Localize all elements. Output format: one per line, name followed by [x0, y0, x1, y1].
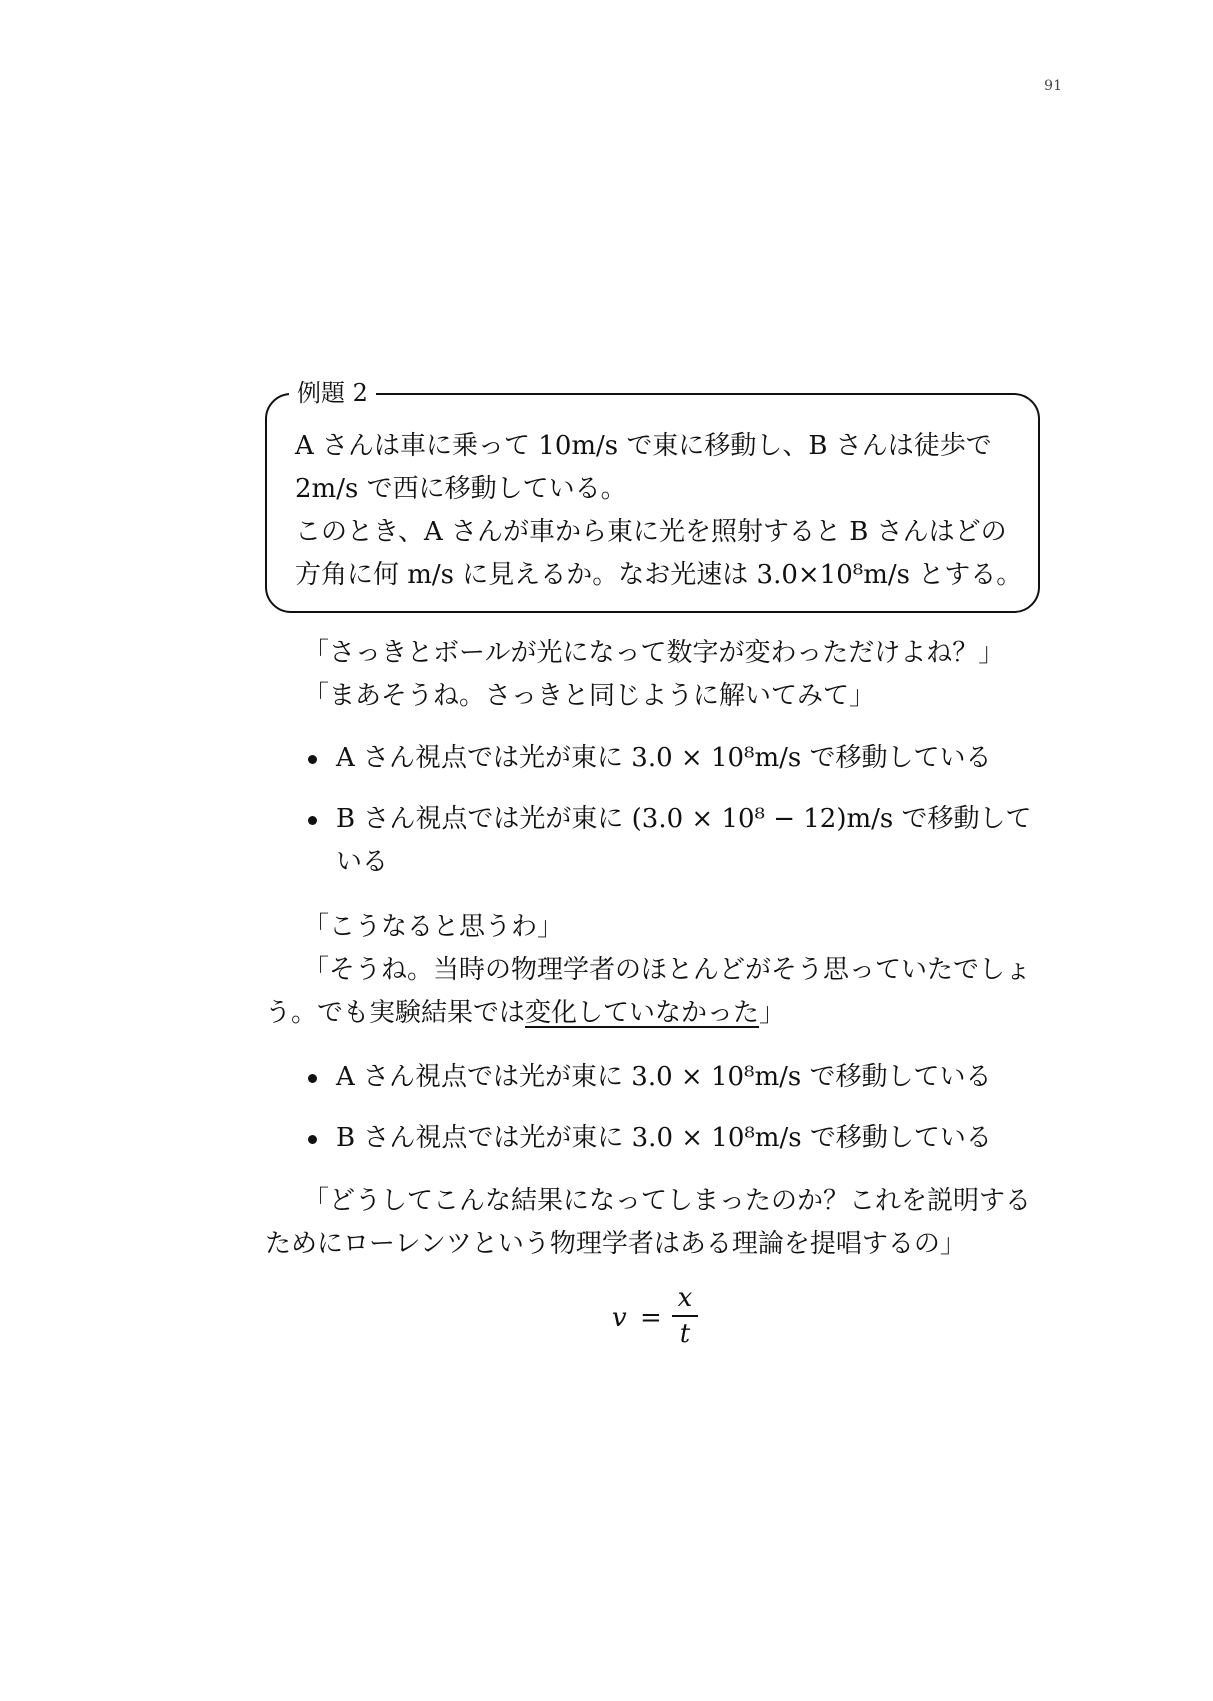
dialogue-3-line-2: ためにローレンツという物理学者はある理論を提唱するの」: [265, 1229, 966, 1259]
formula-fraction: [672, 1283, 698, 1349]
formula-denominator: t: [679, 1319, 691, 1349]
fraction-bar: [672, 1315, 698, 1317]
bullet-item: [300, 1117, 1042, 1160]
dialogue-1-line-1: 「さっきとボールが光になって数字が変わっただけよね？」: [303, 638, 1005, 668]
bullet-text-continued: いる: [336, 847, 389, 877]
bullet-dot-icon: [308, 1074, 317, 1083]
bullet-item: [300, 798, 1042, 884]
dialogue-2-line-1: 「こうなると思うわ」: [303, 912, 564, 942]
formula-lhs: v: [612, 1303, 627, 1333]
underlined-phrase: 変化していなかった: [525, 998, 760, 1028]
example-line-2: 2m/s で西に移動している。: [295, 474, 627, 504]
example-title: 例題 2: [289, 379, 376, 407]
bullet-dot-icon: [308, 1135, 317, 1144]
bullet-item: [300, 737, 1042, 780]
example-box: [265, 379, 1040, 613]
formula-numerator: x: [677, 1283, 693, 1313]
velocity-formula: [600, 1283, 720, 1353]
bullet-text: B さん視点では光が東に 3.0 × 10⁸m/s で移動している: [336, 1123, 992, 1153]
example-line-4: 方角に何 m/s に見えるか。なお光速は 3.0×10⁸m/s とする。: [295, 560, 1023, 590]
bullet-list-2: [300, 1056, 1042, 1160]
dialogue-2-line-3: [265, 992, 1042, 1035]
dialogue-3: [265, 1180, 1042, 1266]
bullet-dot-icon: [308, 816, 317, 825]
dialogue-1-line-2: 「まあそうね。さっきと同じように解いてみて」: [303, 681, 876, 711]
example-line-3: このとき、A さんが車から東に光を照射すると B さんはどの: [295, 517, 1007, 547]
bullet-text: A さん視点では光が東に 3.0 × 10⁸m/s で移動している: [336, 743, 992, 773]
dialogue-2-line-2: 「そうね。当時の物理学者のほとんどがそう思っていたでしょ: [303, 955, 1032, 985]
page-number: 91: [1044, 78, 1062, 94]
example-body: [295, 425, 1023, 597]
example-line-1: A さんは車に乗って 10m/s で東に移動し、B さんは徒歩で: [295, 431, 992, 461]
bullet-item: [300, 1056, 1042, 1099]
bullet-text: B さん視点では光が東に (3.0 × 10⁸ − 12)m/s で移動して: [336, 804, 1032, 834]
formula-equals: =: [640, 1303, 662, 1333]
bullet-dot-icon: [308, 755, 317, 764]
dialogue-3-line-1: 「どうしてこんな結果になってしまったのか？これを説明する: [303, 1186, 1032, 1216]
dialogue-1: [265, 632, 1042, 718]
bullet-text: A さん視点では光が東に 3.0 × 10⁸m/s で移動している: [336, 1062, 992, 1092]
dialogue-2-line-3-suffix: 」: [759, 998, 786, 1028]
bullet-list-1: [300, 737, 1042, 884]
dialogue-2-line-3-prefix: う。でも実験結果では: [265, 998, 526, 1028]
dialogue-2: [265, 906, 1042, 1035]
